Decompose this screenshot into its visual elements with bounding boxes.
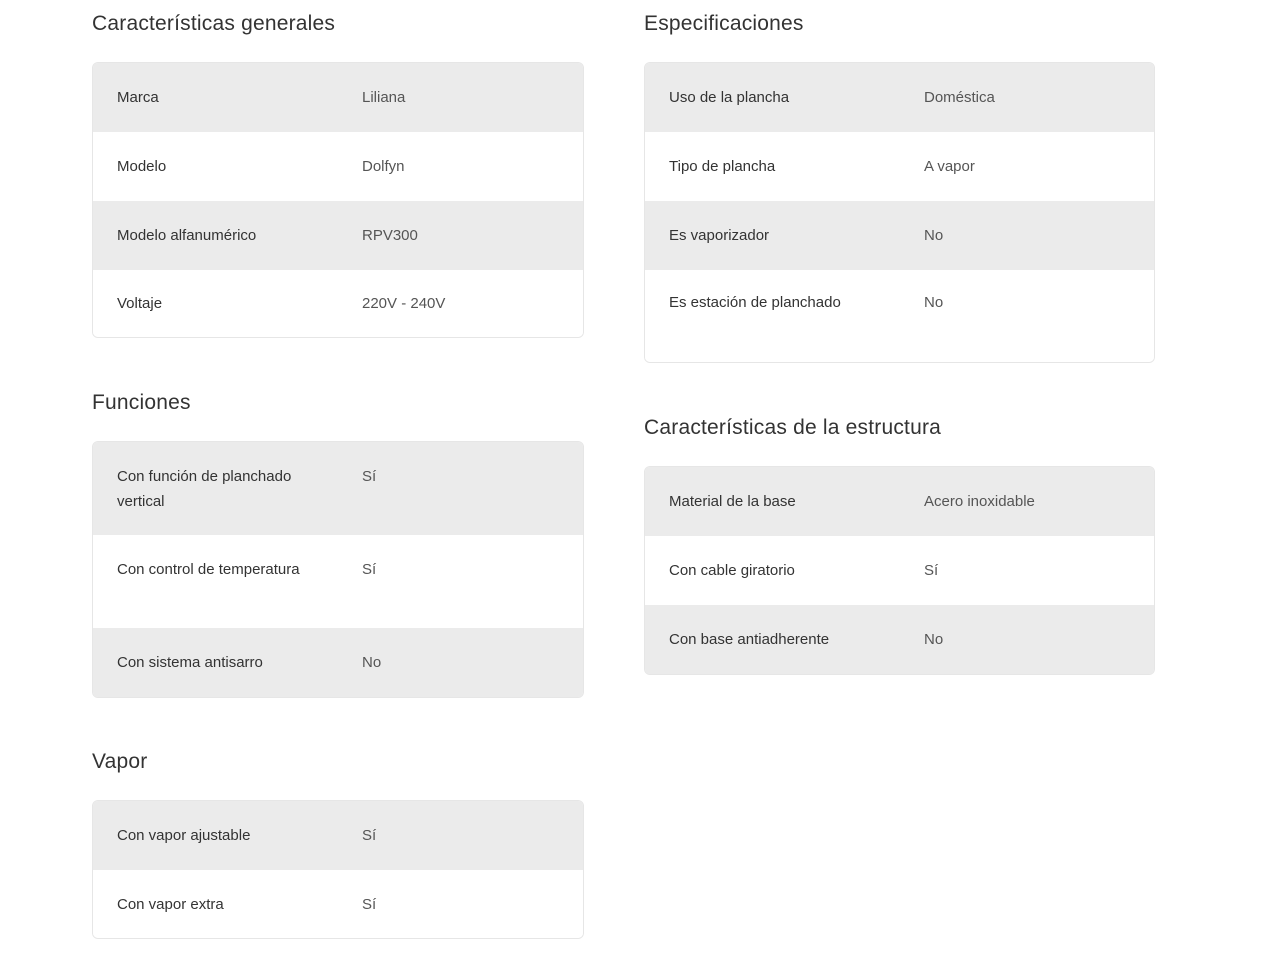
spec-row bbox=[645, 536, 1154, 605]
section-caracteristicas-estructura bbox=[644, 416, 1155, 675]
spec-label: Con sistema antisarro bbox=[117, 654, 263, 671]
spec-value: No bbox=[362, 654, 382, 671]
spec-table bbox=[92, 800, 584, 939]
spec-value: Sí bbox=[362, 827, 377, 844]
spec-value: A vapor bbox=[924, 158, 975, 175]
spec-row bbox=[645, 467, 1154, 536]
spec-row bbox=[93, 801, 583, 870]
section-title: Funciones bbox=[92, 391, 191, 414]
spec-label: Con vapor extra bbox=[117, 895, 224, 913]
spec-value: Sí bbox=[924, 562, 939, 579]
spec-label: Con vapor ajustable bbox=[117, 827, 251, 844]
section-vapor bbox=[92, 750, 584, 939]
spec-table bbox=[644, 62, 1155, 363]
spec-value: No bbox=[924, 227, 944, 244]
spec-label: Uso de la plancha bbox=[669, 89, 790, 106]
spec-value: Doméstica bbox=[924, 89, 995, 106]
spec-label: Modelo alfanumérico bbox=[117, 227, 257, 244]
spec-value: 220V - 240V bbox=[362, 295, 446, 312]
spec-value: Acero inoxidable bbox=[924, 493, 1035, 510]
section-caracteristicas-generales bbox=[92, 12, 584, 338]
spec-value: Dolfyn bbox=[362, 158, 405, 175]
spec-row bbox=[93, 628, 583, 697]
spec-row bbox=[93, 270, 583, 337]
section-title: Especificaciones bbox=[644, 12, 804, 35]
spec-row bbox=[645, 63, 1154, 132]
section-title: Características generales bbox=[92, 12, 336, 35]
spec-label: Modelo bbox=[117, 158, 167, 175]
spec-row bbox=[93, 442, 583, 535]
spec-table bbox=[644, 466, 1155, 675]
section-funciones bbox=[92, 391, 584, 698]
spec-label: Material de la base bbox=[669, 493, 796, 510]
spec-value: Liliana bbox=[362, 89, 406, 106]
section-especificaciones bbox=[644, 12, 1155, 363]
spec-label: Con cable giratorio bbox=[669, 562, 795, 579]
spec-row bbox=[645, 201, 1154, 270]
spec-label: Es estación de planchado bbox=[669, 294, 841, 311]
spec-row bbox=[645, 132, 1154, 201]
spec-table bbox=[92, 62, 584, 338]
spec-label: Con función de planchado vertical bbox=[117, 468, 292, 510]
spec-label: Voltaje bbox=[117, 295, 163, 312]
spec-row bbox=[645, 605, 1154, 674]
spec-label: Marca bbox=[117, 89, 159, 106]
spec-value: RPV300 bbox=[362, 227, 418, 244]
spec-label: Tipo de plancha bbox=[669, 158, 776, 175]
spec-row bbox=[645, 270, 1154, 362]
spec-row bbox=[93, 870, 583, 938]
spec-value: No bbox=[924, 631, 944, 648]
spec-table bbox=[92, 441, 584, 698]
spec-value: Sí bbox=[362, 561, 377, 578]
section-title: Vapor bbox=[92, 750, 148, 773]
spec-row bbox=[93, 132, 583, 201]
spec-value: Sí bbox=[362, 468, 377, 485]
spec-label: Es vaporizador bbox=[669, 227, 770, 244]
spec-label: Con base antiadherente bbox=[669, 631, 830, 648]
spec-value: Sí bbox=[362, 895, 377, 913]
spec-row bbox=[93, 535, 583, 628]
spec-row bbox=[93, 201, 583, 270]
spec-label: Con control de temperatura bbox=[117, 561, 300, 578]
spec-value: No bbox=[924, 294, 944, 311]
section-title: Características de la estructura bbox=[644, 416, 942, 439]
spec-row bbox=[93, 63, 583, 132]
